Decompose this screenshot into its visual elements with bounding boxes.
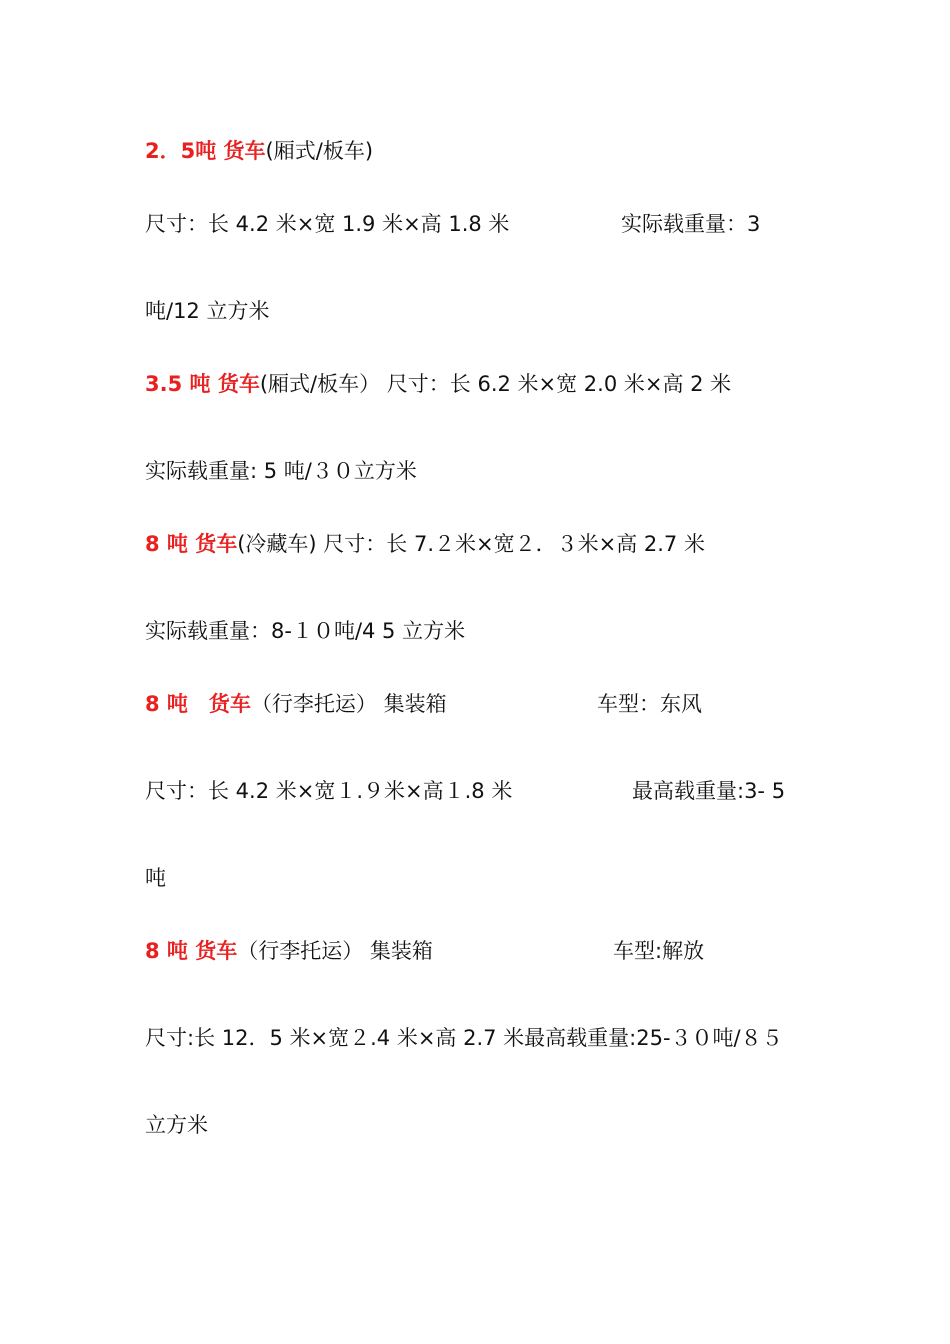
entry-5-title-right: 车型:解放 bbox=[613, 939, 705, 963]
entry-4-spec-wrap: 吨 bbox=[145, 866, 166, 890]
entry-3-title bbox=[145, 530, 705, 558]
entry-4-title-red: 8 吨 货车 bbox=[145, 692, 251, 716]
entry-1-spec-right: 实际载重量：3 bbox=[621, 212, 761, 236]
entry-2-title-rest: (厢式/板车） bbox=[259, 372, 387, 396]
entry-1-spec: 尺寸：长 4.2 米×宽 1.9 米×高 1.8 米 bbox=[145, 212, 510, 236]
entry-3-title-spec: 尺寸：长 7.２米×宽２．３米×高 2.7 米 bbox=[323, 532, 705, 556]
entry-2-title bbox=[145, 370, 731, 398]
entry-1-title-red: 2．5吨 货车 bbox=[145, 139, 266, 163]
entry-1-title-rest: (厢式/板车) bbox=[265, 139, 374, 163]
entry-5-spec: 尺寸:长 12．5 米×宽２.4 米×高 2.7 米最高载重量:25-３０吨/８５ bbox=[145, 1026, 783, 1050]
entry-5-title-red: 8 吨 货车 bbox=[145, 939, 238, 963]
entry-4-title-rest: （行李托运） 集装箱 bbox=[250, 692, 447, 716]
entry-3-spec: 实际载重量：8-１０吨/4 5 立方米 bbox=[145, 619, 466, 643]
entry-1-title bbox=[145, 137, 373, 165]
entry-4-title bbox=[145, 690, 447, 718]
entry-5-spec-wrap: 立方米 bbox=[145, 1113, 208, 1137]
entry-4-title-right: 车型：东风 bbox=[597, 692, 702, 716]
entry-3-title-rest: (冷藏车) bbox=[237, 532, 324, 556]
entry-2-spec: 实际载重量: 5 吨/３０立方米 bbox=[145, 459, 417, 483]
entry-5-title bbox=[145, 937, 433, 965]
entry-2-title-red: 3.5 吨 货车 bbox=[145, 372, 260, 396]
entry-4-spec: 尺寸：长 4.2 米×宽１.９米×高１.8 米 bbox=[145, 779, 513, 803]
entry-4-spec-right: 最高载重量:3- 5 bbox=[632, 779, 786, 803]
entry-3-title-red: 8 吨 货车 bbox=[145, 532, 238, 556]
entry-2-title-spec: 尺寸：长 6.2 米×宽 2.0 米×高 2 米 bbox=[386, 372, 732, 396]
entry-1-spec-wrap: 吨/12 立方米 bbox=[145, 299, 270, 323]
entry-5-title-rest: （行李托运） 集装箱 bbox=[237, 939, 433, 963]
